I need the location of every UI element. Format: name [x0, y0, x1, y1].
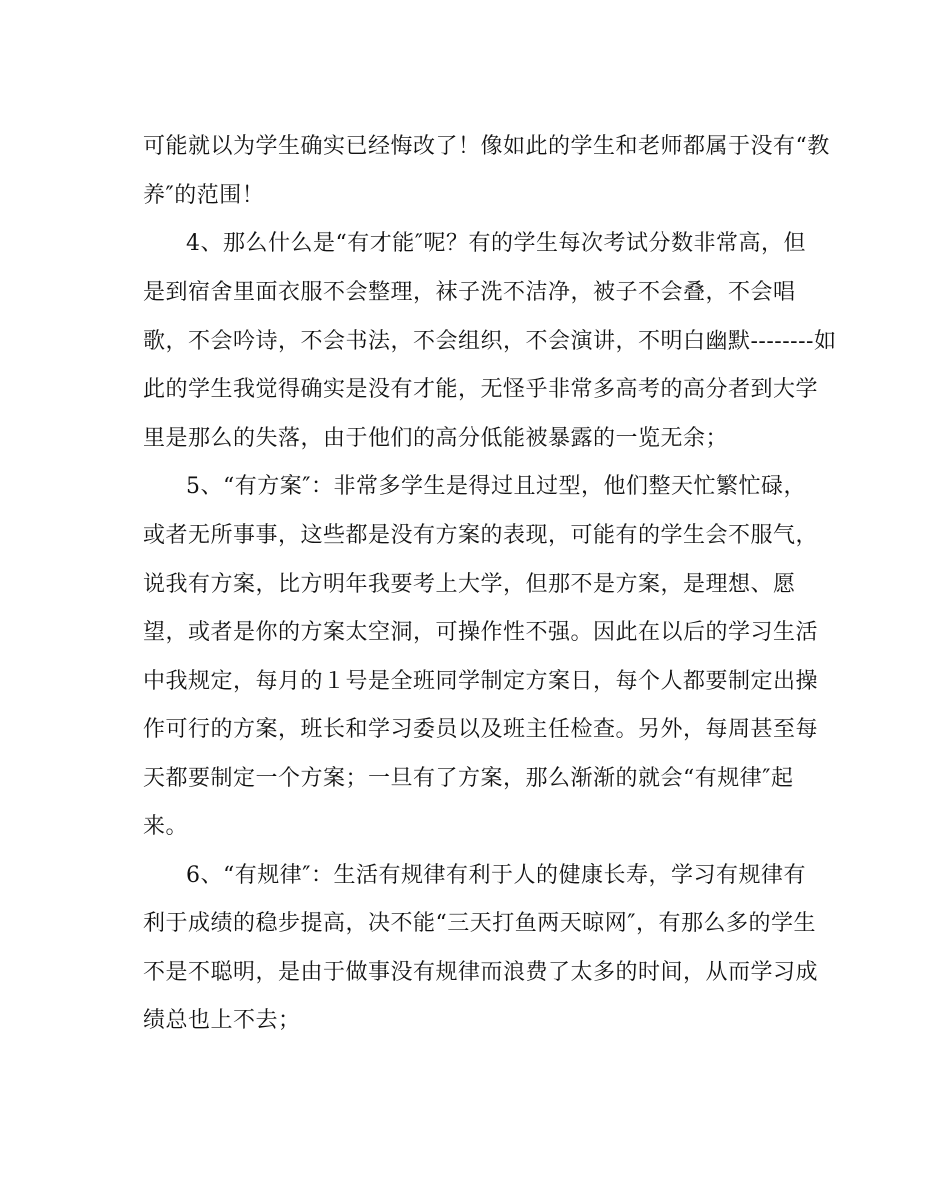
text-line: 望，或者是你的方案太空洞，可操作性不强。因此在以后的学习生活: [143, 620, 819, 645]
text-line: 利于成绩的稳步提高，决不能“三天打鱼两天晾网″，有那么多的学生: [143, 911, 816, 936]
text-line: 养″的范围！: [143, 183, 265, 208]
text-line: 天都要制定一个方案；一旦有了方案，那么渐渐的就会“有规律″起: [143, 766, 794, 791]
text-line: 可能就以为学生确实已经悔改了！像如此的学生和老师都属于没有“教: [143, 134, 830, 159]
text-line: 歌，不会吟诗，不会书法，不会组织，不会演讲，不明白幽默--------如: [143, 329, 837, 354]
text-line: 此的学生我觉得确实是没有才能，无怪乎非常多高考的高分者到大学: [143, 377, 819, 402]
text-line: 里是那么的失落，由于他们的高分低能被暴露的一览无余；: [143, 426, 729, 451]
paragraph-5-first-line: 5、“有方案″：非常多学生是得过且过型，他们整天忙繁忙碌，: [186, 474, 806, 499]
text-line: 说我有方案，比方明年我要考上大学，但那不是方案，是理想、愿: [143, 572, 796, 597]
text-line: 是到宿舍里面衣服不会整理，袜子洗不洁净，被子不会叠，不会唱: [143, 280, 796, 305]
text-line: 中我规定，每月的１号是全班同学制定方案日，每个人都要制定出操: [143, 669, 819, 694]
text-line: 不是不聪明，是由于做事没有规律而浪费了太多的时间，从而学习成: [143, 960, 819, 985]
paragraph-6-first-line: 6、“有规律″：生活有规律有利于人的健康长寿，学习有规律有: [186, 863, 806, 888]
text-line: 作可行的方案，班长和学习委员以及班主任检查。另外，每周甚至每: [143, 717, 819, 742]
text-line: 或者无所事事，这些都是没有方案的表现，可能有的学生会不服气，: [143, 523, 819, 548]
paragraph-4-first-line: 4、那么什么是“有才能″呢？有的学生每次考试分数非常高，但: [186, 231, 806, 256]
text-line: 绩总也上不去；: [143, 1008, 301, 1033]
text-line: 来。: [143, 814, 189, 839]
